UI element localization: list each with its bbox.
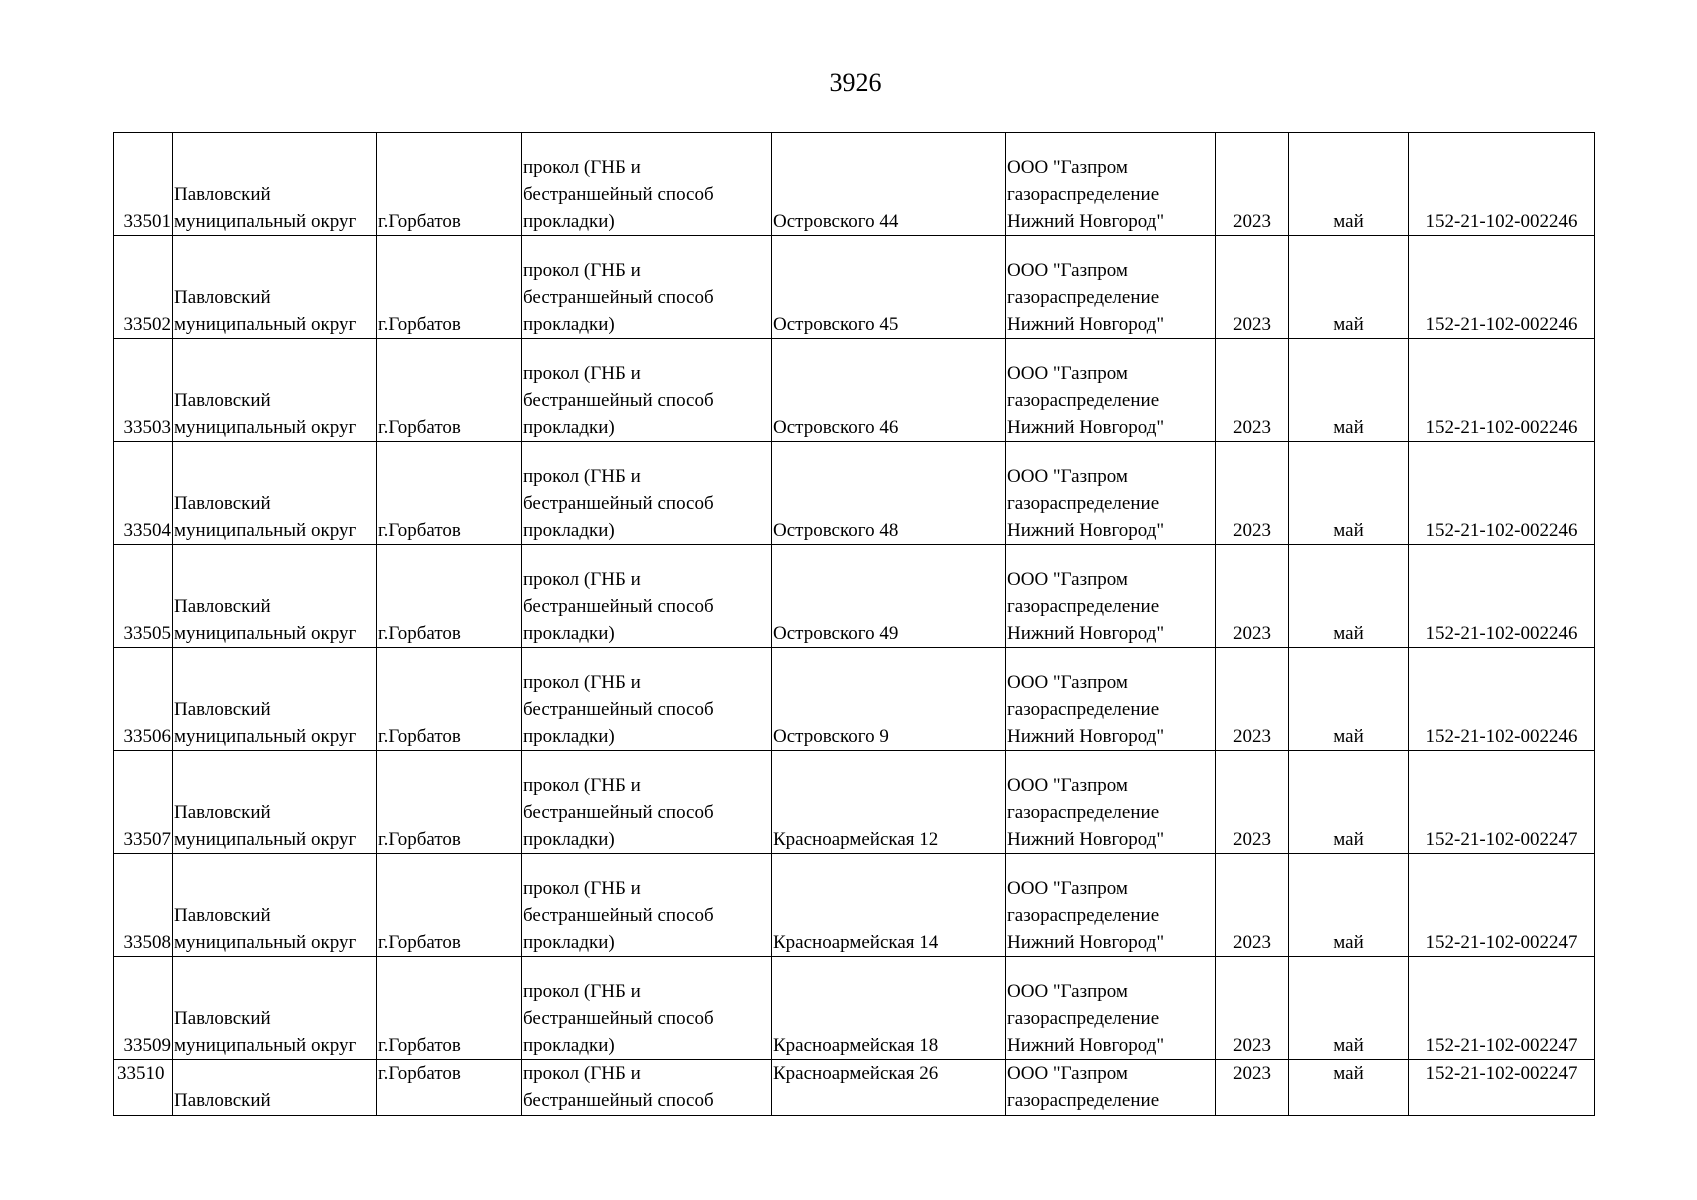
town-cell-line: г.Горбатов [378, 726, 461, 747]
address-cell-line: Красноармейская 18 [773, 1035, 939, 1056]
district-cell-line: муниципальный округ [174, 211, 357, 232]
town-cell-line: г.Горбатов [378, 932, 461, 953]
organization-cell-line: ООО "Газпром [1007, 363, 1128, 384]
organization-cell-line: газораспределение [1007, 287, 1160, 308]
district-cell-line: Павловский [174, 1008, 271, 1029]
district-cell-line: Павловский [174, 699, 271, 720]
year-cell [1216, 854, 1289, 957]
organization-cell-line: Нижний Новгород" [1007, 932, 1165, 953]
month-cell [1289, 236, 1409, 339]
row-number-cell [114, 442, 173, 545]
method-cell [522, 545, 772, 648]
organization-cell [1006, 854, 1216, 957]
table-row [114, 339, 1595, 442]
year-cell-line: 2023 [1233, 623, 1271, 644]
year-cell-line: 2023 [1233, 726, 1271, 747]
method-cell-line: бестраншейный способ [523, 493, 714, 514]
code-cell-line: 152-21-102-002246 [1425, 211, 1578, 232]
organization-cell-line: ООО "Газпром [1007, 878, 1128, 899]
organization-cell [1006, 236, 1216, 339]
table-row [114, 1060, 1595, 1116]
table-row [114, 442, 1595, 545]
method-cell-line: прокладки) [523, 417, 615, 438]
code-cell-line: 152-21-102-002246 [1425, 417, 1578, 438]
organization-cell-line: ООО "Газпром [1007, 260, 1128, 281]
address-cell-line: Островского 45 [773, 314, 899, 335]
month-cell-line: май [1333, 211, 1364, 232]
method-cell-line: прокол (ГНБ и [523, 775, 641, 796]
town-cell-line: г.Горбатов [378, 417, 461, 438]
row-number-cell [114, 648, 173, 751]
method-cell-line: бестраншейный способ [523, 802, 714, 823]
address-cell [772, 133, 1006, 236]
town-cell [377, 339, 522, 442]
organization-cell-line: ООО "Газпром [1007, 157, 1128, 178]
row-number-cell-line: 33507 [123, 829, 171, 850]
year-cell-line: 2023 [1233, 314, 1271, 335]
method-cell [522, 339, 772, 442]
year-cell [1216, 339, 1289, 442]
organization-cell-line: Нижний Новгород" [1007, 726, 1165, 747]
registry-table [113, 132, 1595, 1116]
month-cell-line: май [1333, 623, 1364, 644]
month-cell [1289, 854, 1409, 957]
method-cell [522, 751, 772, 854]
address-cell [772, 648, 1006, 751]
town-cell [377, 957, 522, 1060]
year-cell-line: 2023 [1233, 417, 1271, 438]
district-cell-line: муниципальный округ [174, 314, 357, 335]
district-cell [173, 1060, 377, 1116]
year-cell-line: 2023 [1233, 1063, 1271, 1084]
year-cell [1216, 957, 1289, 1060]
table-row [114, 854, 1595, 957]
method-cell-line: бестраншейный способ [523, 699, 714, 720]
town-cell-line: г.Горбатов [378, 520, 461, 541]
district-cell [173, 339, 377, 442]
method-cell-line: прокладки) [523, 520, 615, 541]
organization-cell-line: газораспределение [1007, 184, 1160, 205]
row-number-cell [114, 854, 173, 957]
row-number-cell [114, 133, 173, 236]
town-cell [377, 442, 522, 545]
district-cell-line: муниципальный округ [174, 829, 357, 850]
address-cell-line: Островского 46 [773, 417, 899, 438]
address-cell-line: Островского 44 [773, 211, 899, 232]
organization-cell [1006, 648, 1216, 751]
address-cell-line: Красноармейская 26 [773, 1063, 939, 1084]
month-cell-line: май [1333, 314, 1364, 335]
town-cell [377, 1060, 522, 1116]
town-cell-line: г.Горбатов [378, 829, 461, 850]
method-cell-line: прокладки) [523, 932, 615, 953]
district-cell-line: Павловский [174, 287, 271, 308]
year-cell-line: 2023 [1233, 829, 1271, 850]
organization-cell [1006, 133, 1216, 236]
month-cell [1289, 133, 1409, 236]
address-cell-line: Красноармейская 14 [773, 932, 939, 953]
district-cell [173, 854, 377, 957]
year-cell [1216, 442, 1289, 545]
district-cell-line: Павловский [174, 493, 271, 514]
method-cell-line: прокладки) [523, 726, 615, 747]
code-cell [1409, 957, 1595, 1060]
organization-cell-line: Нижний Новгород" [1007, 1035, 1165, 1056]
month-cell [1289, 957, 1409, 1060]
address-cell [772, 854, 1006, 957]
organization-cell [1006, 442, 1216, 545]
row-number-cell-line: 33504 [123, 520, 171, 541]
method-cell-line: бестраншейный способ [523, 1008, 714, 1029]
organization-cell-line: газораспределение [1007, 699, 1160, 720]
district-cell [173, 957, 377, 1060]
town-cell [377, 545, 522, 648]
district-cell-line: Павловский [174, 184, 271, 205]
method-cell-line: бестраншейный способ [523, 390, 714, 411]
method-cell [522, 1060, 772, 1116]
year-cell [1216, 648, 1289, 751]
organization-cell-line: Нижний Новгород" [1007, 623, 1165, 644]
address-cell [772, 751, 1006, 854]
year-cell-line: 2023 [1233, 520, 1271, 541]
method-cell-line: прокладки) [523, 829, 615, 850]
town-cell [377, 236, 522, 339]
organization-cell [1006, 339, 1216, 442]
town-cell-line: г.Горбатов [378, 211, 461, 232]
code-cell-line: 152-21-102-002246 [1425, 314, 1578, 335]
code-cell-line: 152-21-102-002247 [1425, 1063, 1578, 1084]
address-cell-line: Красноармейская 12 [773, 829, 939, 850]
month-cell [1289, 648, 1409, 751]
address-cell [772, 545, 1006, 648]
address-cell [772, 339, 1006, 442]
page-number: 3926 [829, 68, 882, 97]
year-cell-line: 2023 [1233, 1035, 1271, 1056]
year-cell [1216, 236, 1289, 339]
district-cell [173, 236, 377, 339]
row-number-cell [114, 545, 173, 648]
month-cell-line: май [1333, 520, 1364, 541]
method-cell-line: прокол (ГНБ и [523, 672, 641, 693]
method-cell-line: бестраншейный способ [523, 596, 714, 617]
organization-cell-line: Нижний Новгород" [1007, 314, 1165, 335]
method-cell-line: бестраншейный способ [523, 1090, 714, 1111]
organization-cell-line: ООО "Газпром [1007, 672, 1128, 693]
town-cell [377, 648, 522, 751]
district-cell-line: Павловский [174, 905, 271, 926]
month-cell-line: май [1333, 829, 1364, 850]
method-cell-line: прокладки) [523, 623, 615, 644]
code-cell [1409, 133, 1595, 236]
organization-cell-line: газораспределение [1007, 905, 1160, 926]
district-cell [173, 751, 377, 854]
method-cell [522, 854, 772, 957]
month-cell-line: май [1333, 1035, 1364, 1056]
organization-cell-line: газораспределение [1007, 596, 1160, 617]
town-cell-line: г.Горбатов [378, 1063, 461, 1084]
address-cell-line: Островского 49 [773, 623, 899, 644]
method-cell-line: бестраншейный способ [523, 905, 714, 926]
organization-cell-line: Нижний Новгород" [1007, 520, 1165, 541]
organization-cell-line: ООО "Газпром [1007, 1063, 1128, 1084]
town-cell-line: г.Горбатов [378, 623, 461, 644]
district-cell [173, 442, 377, 545]
method-cell-line: прокол (ГНБ и [523, 569, 641, 590]
method-cell [522, 236, 772, 339]
year-cell-line: 2023 [1233, 211, 1271, 232]
code-cell [1409, 545, 1595, 648]
organization-cell-line: газораспределение [1007, 390, 1160, 411]
table-row [114, 545, 1595, 648]
method-cell-line: прокладки) [523, 314, 615, 335]
method-cell-line: прокол (ГНБ и [523, 260, 641, 281]
organization-cell-line: газораспределение [1007, 493, 1160, 514]
table-row [114, 236, 1595, 339]
method-cell-line: бестраншейный способ [523, 184, 714, 205]
address-cell-line: Островского 9 [773, 726, 889, 747]
code-cell [1409, 751, 1595, 854]
organization-cell-line: ООО "Газпром [1007, 981, 1128, 1002]
organization-cell [1006, 751, 1216, 854]
organization-cell-line: газораспределение [1007, 802, 1160, 823]
method-cell [522, 957, 772, 1060]
code-cell-line: 152-21-102-002246 [1425, 520, 1578, 541]
method-cell-line: бестраншейный способ [523, 287, 714, 308]
district-cell-line: муниципальный округ [174, 520, 357, 541]
year-cell [1216, 545, 1289, 648]
row-number-cell [114, 751, 173, 854]
organization-cell-line: Нижний Новгород" [1007, 829, 1165, 850]
organization-cell [1006, 957, 1216, 1060]
district-cell-line: Павловский [174, 596, 271, 617]
method-cell [522, 442, 772, 545]
district-cell-line: муниципальный округ [174, 932, 357, 953]
code-cell-line: 152-21-102-002247 [1425, 1035, 1578, 1056]
row-number-cell [114, 236, 173, 339]
town-cell-line: г.Горбатов [378, 314, 461, 335]
district-cell-line: муниципальный округ [174, 417, 357, 438]
organization-cell [1006, 1060, 1216, 1116]
row-number-cell-line: 33508 [123, 932, 171, 953]
code-cell [1409, 442, 1595, 545]
row-number-cell-line: 33509 [123, 1035, 171, 1056]
organization-cell-line: газораспределение [1007, 1008, 1160, 1029]
year-cell-line: 2023 [1233, 932, 1271, 953]
row-number-cell-line: 33503 [123, 417, 171, 438]
address-cell-line: Островского 48 [773, 520, 899, 541]
month-cell-line: май [1333, 726, 1364, 747]
method-cell-line: прокладки) [523, 1035, 615, 1056]
district-cell-line: муниципальный округ [174, 623, 357, 644]
address-cell [772, 1060, 1006, 1116]
code-cell-line: 152-21-102-002247 [1425, 829, 1578, 850]
organization-cell-line: ООО "Газпром [1007, 569, 1128, 590]
code-cell [1409, 236, 1595, 339]
year-cell [1216, 1060, 1289, 1116]
row-number-cell-line: 33506 [123, 726, 171, 747]
method-cell [522, 648, 772, 751]
row-number-cell-line: 33505 [123, 623, 171, 644]
organization-cell-line: ООО "Газпром [1007, 466, 1128, 487]
organization-cell-line: Нижний Новгород" [1007, 417, 1165, 438]
organization-cell-line: ООО "Газпром [1007, 775, 1128, 796]
code-cell-line: 152-21-102-002246 [1425, 726, 1578, 747]
month-cell-line: май [1333, 417, 1364, 438]
month-cell [1289, 751, 1409, 854]
table-row [114, 133, 1595, 236]
month-cell-line: май [1333, 1063, 1364, 1084]
organization-cell-line: газораспределение [1007, 1090, 1160, 1111]
table-row [114, 957, 1595, 1060]
district-cell-line: Павловский [174, 802, 271, 823]
town-cell-line: г.Горбатов [378, 1035, 461, 1056]
district-cell [173, 545, 377, 648]
month-cell [1289, 442, 1409, 545]
method-cell-line: прокол (ГНБ и [523, 1063, 641, 1084]
district-cell-line: Павловский [174, 1090, 271, 1111]
code-cell [1409, 1060, 1595, 1116]
row-number-cell-line: 33501 [123, 211, 171, 232]
method-cell-line: прокол (ГНБ и [523, 981, 641, 1002]
town-cell [377, 854, 522, 957]
code-cell [1409, 854, 1595, 957]
organization-cell-line: Нижний Новгород" [1007, 211, 1165, 232]
organization-cell [1006, 545, 1216, 648]
code-cell-line: 152-21-102-002246 [1425, 623, 1578, 644]
town-cell [377, 751, 522, 854]
month-cell [1289, 1060, 1409, 1116]
code-cell [1409, 648, 1595, 751]
month-cell [1289, 339, 1409, 442]
address-cell [772, 442, 1006, 545]
method-cell-line: прокладки) [523, 211, 615, 232]
district-cell [173, 133, 377, 236]
table-row [114, 648, 1595, 751]
method-cell [522, 133, 772, 236]
district-cell [173, 648, 377, 751]
year-cell [1216, 751, 1289, 854]
method-cell-line: прокол (ГНБ и [523, 363, 641, 384]
district-cell-line: муниципальный округ [174, 1035, 357, 1056]
address-cell [772, 236, 1006, 339]
table-row [114, 751, 1595, 854]
code-cell [1409, 339, 1595, 442]
district-cell-line: Павловский [174, 390, 271, 411]
year-cell [1216, 133, 1289, 236]
row-number-cell [114, 957, 173, 1060]
row-number-cell [114, 339, 173, 442]
month-cell-line: май [1333, 932, 1364, 953]
row-number-cell [114, 1060, 173, 1116]
code-cell-line: 152-21-102-002247 [1425, 932, 1578, 953]
month-cell [1289, 545, 1409, 648]
district-cell-line: муниципальный округ [174, 726, 357, 747]
method-cell-line: прокол (ГНБ и [523, 157, 641, 178]
method-cell-line: прокол (ГНБ и [523, 878, 641, 899]
row-number-cell-line: 33502 [123, 314, 171, 335]
method-cell-line: прокол (ГНБ и [523, 466, 641, 487]
row-number-cell-line: 33510 [117, 1063, 165, 1084]
town-cell [377, 133, 522, 236]
address-cell [772, 957, 1006, 1060]
